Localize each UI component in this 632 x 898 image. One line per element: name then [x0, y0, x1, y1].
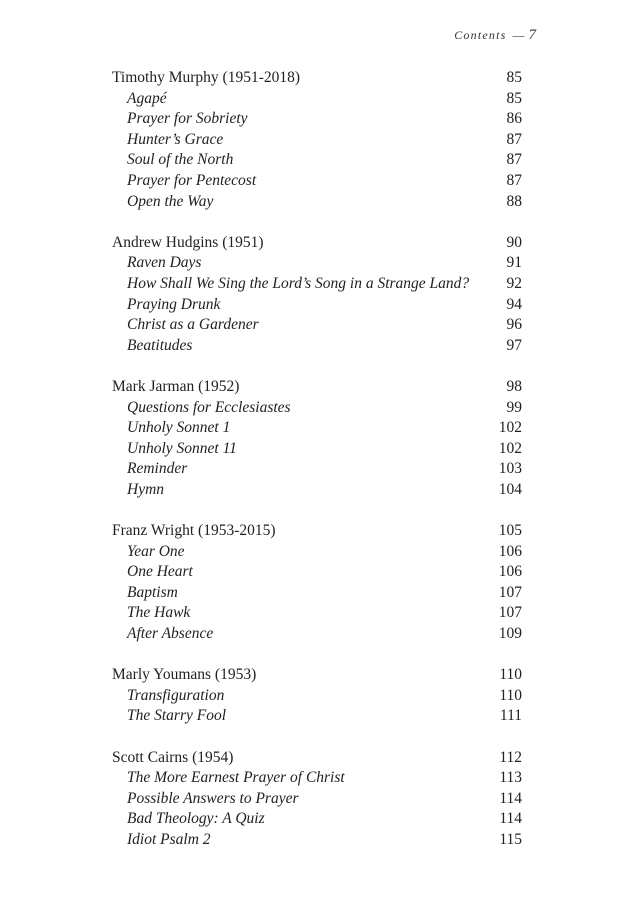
poem-title: Idiot Psalm 2	[127, 830, 211, 848]
poem-page-number: 110	[499, 686, 522, 704]
poem-title: Hymn	[127, 480, 165, 498]
toc-section	[112, 233, 522, 357]
toc-author-entry	[112, 377, 522, 398]
poem-title: Transfiguration	[127, 686, 225, 704]
toc-poem-entry	[112, 109, 522, 130]
poem-page-number: 114	[499, 810, 522, 828]
running-header-dash: —	[512, 28, 525, 42]
toc-author-entry	[112, 521, 522, 542]
poem-page-number: 107	[498, 583, 522, 601]
page-number: 7	[528, 27, 536, 43]
poem-page-number: 107	[498, 604, 522, 622]
poem-title: Questions for Ecclesiastes	[127, 398, 291, 416]
author-page-number: 98	[506, 377, 522, 395]
poem-title: Unholy Sonnet 1	[127, 419, 231, 437]
toc-poem-entry	[112, 706, 522, 727]
toc-poem-entry	[112, 583, 522, 604]
toc-poem-entry	[112, 542, 522, 563]
poem-page-number: 114	[499, 789, 522, 807]
poem-title: Prayer for Sobriety	[127, 110, 248, 128]
poem-title: After Absence	[127, 625, 214, 643]
poem-page-number: 94	[506, 295, 522, 313]
toc-poem-entry	[112, 459, 522, 480]
poem-page-number: 106	[498, 542, 522, 560]
poem-title: The Hawk	[127, 604, 191, 622]
poem-page-number: 103	[498, 460, 522, 478]
poem-title: Praying Drunk	[127, 295, 221, 313]
poem-page-number: 87	[506, 151, 522, 169]
poem-title: How Shall We Sing the Lord’s Song in a Strange Land?	[127, 274, 470, 292]
poem-page-number: 91	[506, 254, 522, 272]
toc-poem-entry	[112, 830, 522, 851]
toc-poem-entry	[112, 624, 522, 645]
author-name: Timothy Murphy (1951-2018)	[112, 69, 301, 86]
poem-title: Beatitudes	[127, 336, 193, 354]
poem-page-number: 102	[498, 439, 522, 457]
poem-page-number: 111	[499, 707, 522, 725]
toc-poem-entry	[112, 768, 522, 789]
poem-page-number: 87	[506, 171, 522, 189]
poem-page-number: 104	[498, 480, 522, 498]
poem-title: One Heart	[127, 563, 193, 581]
author-page-number: 90	[506, 233, 522, 251]
toc-poem-entry	[112, 686, 522, 707]
poem-title: Bad Theology: A Quiz	[127, 810, 265, 828]
author-name: Andrew Hudgins (1951)	[112, 233, 264, 251]
toc-section	[112, 748, 522, 851]
toc-author-entry	[112, 68, 522, 89]
poem-page-number: 86	[506, 110, 522, 128]
toc-poem-entry	[112, 253, 522, 274]
toc-poem-entry	[112, 315, 522, 336]
table-of-contents	[112, 68, 522, 871]
poem-page-number: 96	[506, 316, 522, 334]
toc-poem-entry	[112, 480, 522, 501]
toc-section	[112, 68, 522, 212]
poem-page-number: 88	[506, 192, 522, 210]
poem-title: Raven Days	[127, 254, 202, 272]
poem-title: The Starry Fool	[127, 707, 227, 725]
running-header-label: Contents	[454, 28, 507, 42]
toc-poem-entry	[112, 274, 522, 295]
author-page-number: 85	[506, 69, 522, 86]
toc-section	[112, 665, 522, 727]
poem-title: The More Earnest Prayer of Christ	[127, 769, 345, 787]
toc-poem-entry	[112, 171, 522, 192]
toc-poem-entry	[112, 89, 522, 110]
poem-page-number: 97	[506, 336, 522, 354]
poem-page-number: 106	[498, 563, 522, 581]
poem-page-number: 92	[506, 274, 522, 292]
toc-author-entry	[112, 748, 522, 769]
poem-page-number: 85	[506, 89, 522, 107]
toc-author-entry	[112, 233, 522, 254]
poem-title: Hunter’s Grace	[127, 130, 224, 148]
toc-poem-entry	[112, 295, 522, 316]
poem-page-number: 87	[506, 130, 522, 148]
toc-poem-entry	[112, 130, 522, 151]
poem-title: Reminder	[127, 460, 188, 478]
poem-title: Baptism	[127, 583, 178, 601]
running-header	[454, 27, 536, 44]
poem-title: Possible Answers to Prayer	[127, 789, 299, 807]
author-page-number: 105	[498, 522, 522, 540]
toc-poem-entry	[112, 439, 522, 460]
toc-poem-entry	[112, 150, 522, 171]
toc-poem-entry	[112, 789, 522, 810]
author-page-number: 110	[499, 666, 522, 684]
poem-page-number: 102	[498, 419, 522, 437]
author-name: Franz Wright (1953-2015)	[112, 522, 276, 540]
poem-title: Agapé	[127, 89, 167, 107]
poem-page-number: 115	[499, 830, 522, 848]
poem-title: Year One	[127, 542, 185, 560]
poem-page-number: 113	[499, 769, 522, 787]
toc-poem-entry	[112, 192, 522, 213]
author-name: Marly Youmans (1953)	[112, 666, 257, 684]
poem-page-number: 109	[498, 625, 522, 643]
author-page-number: 112	[499, 748, 522, 766]
toc-poem-entry	[112, 336, 522, 357]
author-name: Scott Cairns (1954)	[112, 748, 234, 766]
poem-title: Unholy Sonnet 11	[127, 439, 237, 457]
poem-title: Open the Way	[127, 192, 214, 210]
toc-author-entry	[112, 665, 522, 686]
toc-section	[112, 521, 522, 645]
poem-title: Christ as a Gardener	[127, 316, 259, 334]
toc-poem-entry	[112, 562, 522, 583]
author-name: Mark Jarman (1952)	[112, 377, 240, 395]
poem-page-number: 99	[506, 398, 522, 416]
toc-poem-entry	[112, 418, 522, 439]
toc-poem-entry	[112, 603, 522, 624]
poem-title: Prayer for Pentecost	[127, 171, 257, 189]
toc-poem-entry	[112, 809, 522, 830]
poem-title: Soul of the North	[127, 151, 234, 169]
toc-poem-entry	[112, 398, 522, 419]
toc-section	[112, 377, 522, 501]
